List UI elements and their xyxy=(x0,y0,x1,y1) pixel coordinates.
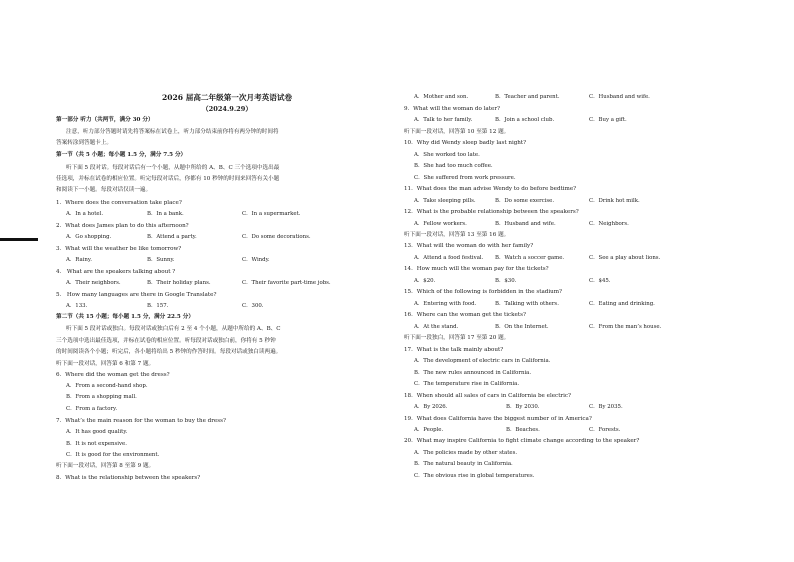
section2-intro-line: 听下面 5 段对话或独白。每段对话或独白后有 2 至 4 个小题，从题中所给的 A、B、C xyxy=(66,326,281,332)
option-b: B．Sunny. xyxy=(147,257,175,263)
question-16: 16．Where can the woman get the tickets? xyxy=(404,312,526,318)
option-b: B．On the Internet. xyxy=(495,324,549,330)
option-c: C．Drink hot milk. xyxy=(589,198,640,204)
question-15: 15．Which of the following is forbidden in the stadium? xyxy=(404,289,563,295)
option-a: A．$20. xyxy=(414,278,436,284)
page-title: 2026 届高二年级第一次月考英语试卷 xyxy=(161,93,293,102)
option-b: B．$30. xyxy=(495,278,517,284)
option-a: A．From a second-hand shop. xyxy=(66,383,148,389)
question-13: 13．What will the woman do with her family? xyxy=(404,243,534,249)
option-c: C．Their favorite part-time jobs. xyxy=(242,280,331,286)
option-c: C．In a supermarket. xyxy=(242,211,301,217)
option-b: B．She had too much coffee. xyxy=(414,163,493,169)
section1-intro-line: 和阅读下一小题。每段对话仅读一遍。 xyxy=(56,187,152,193)
option-c: C．The temperature rise in California. xyxy=(414,381,520,387)
question-2: 2．What does James plan to do this afternoon? xyxy=(56,223,189,229)
option-b: B．157. xyxy=(147,303,169,309)
question-4: 4． What are the speakers talking about ? xyxy=(56,269,176,275)
question-10: 10．Why did Wendy sleep badly last night? xyxy=(404,140,527,146)
option-b: B．Watch a soccer game. xyxy=(495,255,565,261)
section1-intro-line: 佳选项，并标在试卷的相应位置。听完每段对话后，你都有 10 秒钟的时间来回答有关小题 xyxy=(56,176,280,182)
section2-intro-line: 的时间阅读各个小题；听完后，各小题将给出 5 秒钟的作答时间。每段对话或独白读两遍。 xyxy=(56,349,282,355)
option-a: A．Their neighbors. xyxy=(66,280,121,286)
option-b: B．It is not expensive. xyxy=(66,441,127,447)
option-c: C．By 2035. xyxy=(589,404,623,410)
listen-instruction: 听下面一段对话，回答第 8 至第 9 题。 xyxy=(56,463,155,469)
option-b: B．Talking with others. xyxy=(495,301,559,307)
option-a: A．133. xyxy=(66,303,88,309)
option-c: C．It is good for the environment. xyxy=(66,452,160,458)
option-b: B．Attend a party. xyxy=(147,234,197,240)
part1-note-line: 注意，听力部分答题时请先将答案标在试卷上，听力部分结束前你将有两分钟的时间将 xyxy=(66,129,279,135)
question-1: 1．Where does the conversation take place? xyxy=(56,200,182,206)
option-a: A．She worked too late. xyxy=(414,152,480,158)
question-8: 8．What is the relationship between the speakers? xyxy=(56,475,201,481)
option-c: C．See a play about lions. xyxy=(589,255,661,261)
option-c: C．She suffered from work pressure. xyxy=(414,175,516,181)
left-margin-bar xyxy=(0,238,38,241)
option-a: A．People. xyxy=(414,427,444,433)
question-5: 5． How many languages are there in Google Translate? xyxy=(56,292,217,298)
option-b: B．Join a school club. xyxy=(495,117,555,123)
option-c: C．Do some decorations. xyxy=(242,234,311,240)
option-c: C．Windy. xyxy=(242,257,270,263)
section1-intro-line: 听下面 5 段对话。每段对话后有一个小题，从题中所给的 A、B、C 三个选项中选出最 xyxy=(66,165,280,171)
option-a: A．Attend a food festival. xyxy=(414,255,484,261)
question-19: 19．What does California have the biggest number of in America? xyxy=(404,416,592,422)
option-c: C．300. xyxy=(242,303,264,309)
option-c: C．Eating and drinking. xyxy=(589,301,655,307)
question-3: 3．What will the weather be like tomorrow? xyxy=(56,246,182,252)
section2-intro-line: 听下面一段对话，回答第 6 和第 7 题。 xyxy=(56,361,155,367)
option-a: A．In a hotel. xyxy=(66,211,104,217)
question-20: 20．What may inspire California to fight climate change according to the speaker? xyxy=(404,438,640,444)
listen-instruction: 听下面一段对话，回答第 13 至第 16 题。 xyxy=(404,232,510,238)
listen-instruction: 听下面一段对话，回答第 10 至第 12 题。 xyxy=(404,129,510,135)
option-b: B．By 2030. xyxy=(506,404,540,410)
option-a: A．The policies made by other states. xyxy=(414,450,518,456)
option-a: A．It has good quality. xyxy=(66,429,128,435)
listen-instruction: 听下面一段独白，回答第 17 至第 20 题。 xyxy=(404,335,510,341)
option-b: B．The new rules announced in California. xyxy=(414,370,532,376)
option-a: A．Fellow workers. xyxy=(414,221,467,227)
question-9: 9．What will the woman do later? xyxy=(404,106,500,112)
option-b: B．Teacher and parent. xyxy=(495,94,560,100)
question-17: 17．What is the talk mainly about? xyxy=(404,347,504,353)
option-c: C．Neighbors. xyxy=(589,221,629,227)
option-b: B．The natural beauty in California. xyxy=(414,461,513,467)
question-14: 14．How much will the woman pay for the tickets? xyxy=(404,266,549,272)
option-a: A．Entering with food. xyxy=(414,301,477,307)
option-a: A．Take sleeping pills. xyxy=(414,198,476,204)
option-c: C．The obvious rise in global temperatures. xyxy=(414,473,535,479)
part1-note-line: 答案转涂到答题卡上。 xyxy=(56,140,112,146)
section1-heading: 第一节（共 5 小题；每小题 1.5 分，满分 7.5 分） xyxy=(56,152,187,158)
option-c: C．Husband and wife. xyxy=(589,94,650,100)
option-b: B．In a bank. xyxy=(147,211,184,217)
exam-date: （2024.9.29） xyxy=(202,105,252,113)
option-a: A．The development of electric cars in California. xyxy=(414,358,551,364)
option-c: C．Forests. xyxy=(589,427,621,433)
option-c: C．From the man’s house. xyxy=(589,324,662,330)
option-a: A．Mother and son. xyxy=(414,94,469,100)
section2-intro-line: 三个选项中选出最佳选项，并标在试卷的相应位置。听每段对话或独白前，你将有 5 秒钟 xyxy=(56,338,276,344)
option-b: B．Husband and wife. xyxy=(495,221,556,227)
option-a: A．By 2026. xyxy=(414,404,448,410)
option-c: C．Buy a gift. xyxy=(589,117,627,123)
question-11: 11．What does the man advise Wendy to do before bedtime? xyxy=(404,186,577,192)
section2-heading: 第二节（共 15 小题；每小题 1.5 分，满分 22.5 分） xyxy=(56,314,194,320)
option-a: A．Go shopping. xyxy=(66,234,112,240)
option-b: B．Beaches. xyxy=(506,427,540,433)
option-a: A．Rainy. xyxy=(66,257,92,263)
question-6: 6．Where did the woman get the dress? xyxy=(56,372,170,378)
option-c: C．$45. xyxy=(589,278,611,284)
option-b: B．From a shopping mall. xyxy=(66,394,137,400)
part1-heading: 第一部分 听力（共两节，满分 30 分） xyxy=(56,117,154,123)
question-12: 12．What is the probable relationship between the speakers? xyxy=(404,209,579,215)
option-c: C．From a factory. xyxy=(66,406,118,412)
option-a: A．At the stand. xyxy=(414,324,459,330)
option-b: B．Their holiday plans. xyxy=(147,280,211,286)
option-b: B．Do some exercise. xyxy=(495,198,555,204)
question-7: 7．What’s the main reason for the woman to buy the dress? xyxy=(56,418,226,424)
question-18: 18．When should all sales of cars in California be electric? xyxy=(404,393,572,399)
option-a: A．Talk to her family. xyxy=(414,117,473,123)
